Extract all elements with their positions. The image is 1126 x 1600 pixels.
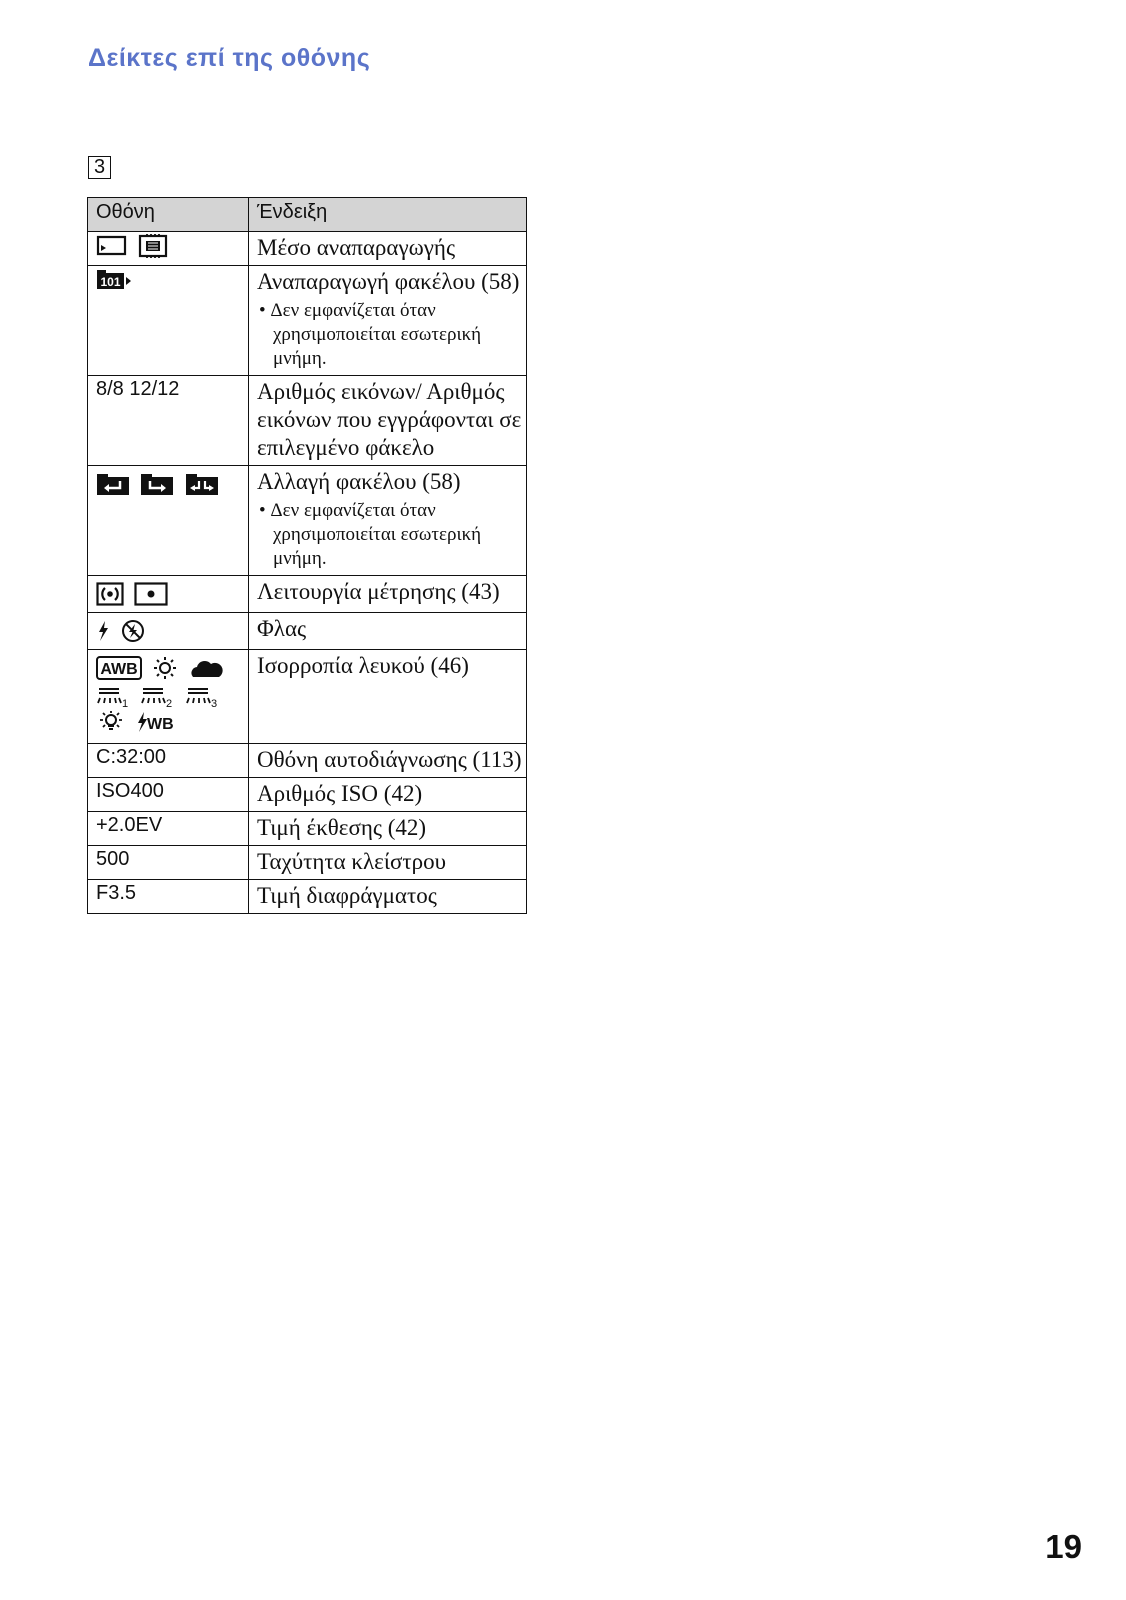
display-cell: ISO400: [88, 778, 249, 812]
column-header-display: Οθόνη: [88, 198, 249, 232]
incandescent-icon: [96, 710, 126, 734]
table-row: [88, 846, 527, 880]
fluorescent-number: 1: [122, 698, 129, 709]
center-metering-icon: [96, 582, 124, 606]
description-cell: Λειτουργία μέτρησης (43): [249, 576, 527, 613]
display-cell: [88, 576, 249, 613]
folder-number-text: 101: [100, 275, 121, 289]
display-cell: 500: [88, 846, 249, 880]
display-cell: F3.5: [88, 880, 249, 914]
awb-text: AWB: [100, 661, 138, 678]
display-cell: +2.0EV: [88, 812, 249, 846]
table-row: [88, 266, 527, 376]
internal-memory-icon: [138, 234, 168, 258]
table-row: [88, 232, 527, 266]
fluorescent-2-icon: [140, 683, 174, 709]
display-cell: [88, 613, 249, 650]
description-cell: Τιμή διαφράγματος: [249, 880, 527, 914]
table-row: [88, 650, 527, 744]
page-number: 19: [1045, 1528, 1082, 1565]
column-header-indication: Ένδειξη: [249, 198, 527, 232]
fluorescent-number: 3: [210, 698, 218, 709]
table-header-row: [88, 198, 527, 232]
folder-next-icon: [140, 472, 174, 496]
description-cell: Αριθμός εικόνων/ Αριθμός εικόνων που εγγράφονται σε επιλεγμένο φάκελο: [249, 376, 527, 466]
display-cell: C:32:00: [88, 744, 249, 778]
table-row: [88, 812, 527, 846]
description-cell: [249, 466, 527, 576]
description-cell: Ισορροπία λευκού (46): [249, 650, 527, 744]
awb-icon: [96, 656, 142, 680]
folder-both-icon: [185, 472, 219, 496]
display-cell: [88, 266, 249, 376]
table-row: [88, 880, 527, 914]
description-text: Αναπαραγωγή φακέλου (58): [257, 269, 520, 294]
playback-folder-icon: [96, 268, 132, 292]
daylight-icon: [152, 656, 178, 680]
description-cell: Οθόνη αυτοδιάγνωσης (113): [249, 744, 527, 778]
description-cell: Ταχύτητα κλείστρου: [249, 846, 527, 880]
flash-wb-icon: [136, 710, 176, 734]
fluorescent-3-icon: [185, 683, 219, 709]
page-title: Δείκτες επί της οθόνης: [88, 44, 371, 72]
description-text: Αλλαγή φακέλου (58): [257, 469, 461, 494]
fluorescent-1-icon: [96, 683, 130, 709]
display-cell: [88, 466, 249, 576]
flash-icon: [96, 619, 110, 643]
description-cell: Φλας: [249, 613, 527, 650]
description-cell: [249, 266, 527, 376]
table-row: [88, 744, 527, 778]
table-row: [88, 376, 527, 466]
display-cell: [88, 232, 249, 266]
indicator-table: [87, 197, 527, 914]
table-row: [88, 576, 527, 613]
cloudy-icon: [189, 656, 223, 680]
note-text: • Δεν εμφανίζεται όταν χρησιμοποιείται εσωτερική μνήμη.: [257, 299, 526, 371]
note-text: • Δεν εμφανίζεται όταν χρησιμοποιείται εσωτερική μνήμη.: [257, 499, 526, 571]
section-number-badge: 3: [88, 156, 111, 179]
folder-previous-icon: [96, 472, 130, 496]
display-cell: [88, 650, 249, 744]
description-cell: Αριθμός ISO (42): [249, 778, 527, 812]
spot-metering-icon: [134, 582, 168, 606]
description-cell: Τιμή έκθεσης (42): [249, 812, 527, 846]
display-cell: 8/8 12/12: [88, 376, 249, 466]
flash-wb-text: WB: [147, 716, 175, 733]
table-row: [88, 466, 527, 576]
memory-card-icon: [96, 234, 128, 258]
table-row: [88, 613, 527, 650]
table-row: [88, 778, 527, 812]
description-cell: Μέσο αναπαραγωγής: [249, 232, 527, 266]
flash-off-icon: [120, 619, 146, 643]
fluorescent-number: 2: [166, 698, 173, 709]
